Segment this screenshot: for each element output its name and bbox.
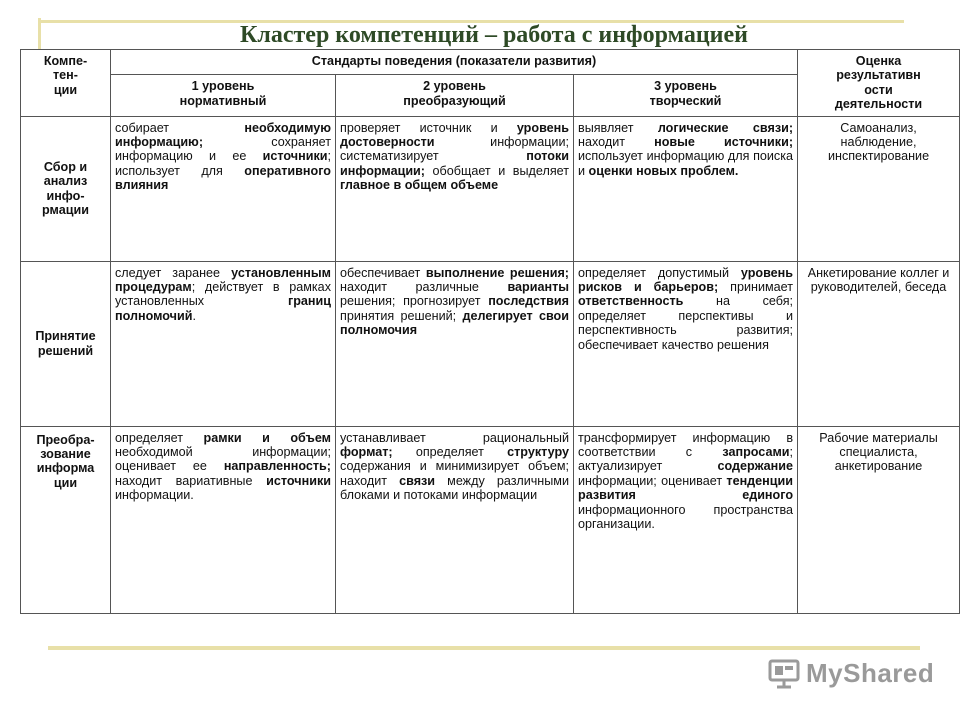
text-segment: принимает bbox=[718, 280, 794, 295]
text-segment: находит вариативные bbox=[115, 473, 267, 488]
header-evaluation-line: ости bbox=[864, 82, 893, 97]
level-cell bbox=[336, 426, 574, 613]
bold-text-segment: содержание bbox=[717, 459, 794, 474]
bold-text-segment: тенденции развития единого bbox=[578, 473, 794, 503]
header-evaluation bbox=[798, 50, 960, 117]
text-segment: необходимой информации; оценивает ее bbox=[115, 445, 331, 474]
evaluation-cell: Рабочие материалы специалиста, анкетирование bbox=[798, 426, 960, 613]
header-evaluation-line: Оценка bbox=[855, 54, 902, 68]
table-row bbox=[21, 261, 960, 426]
header-competencies-line: ции bbox=[53, 82, 78, 97]
bold-text-segment: рамки и объем bbox=[203, 430, 331, 445]
text-segment: информационного пространства организации. bbox=[578, 502, 794, 532]
bold-text-segment: варианты bbox=[507, 280, 569, 295]
bold-text-segment: оценки новых проблем. bbox=[588, 163, 739, 178]
level-name: 1 уровень bbox=[191, 79, 255, 94]
watermark-logo bbox=[768, 657, 934, 689]
decor-bottom-line bbox=[48, 646, 920, 650]
evaluation-cell: Анкетирование коллег и руководителей, беседа bbox=[798, 261, 960, 426]
text-segment: устанавливает рациональный bbox=[340, 430, 569, 445]
bold-text-segment: выполнение решения; bbox=[425, 265, 569, 280]
level-cell bbox=[574, 116, 798, 261]
text-segment: находит различные bbox=[340, 280, 508, 295]
competence-line: рмации bbox=[42, 203, 89, 218]
competence-line: Принятие bbox=[35, 329, 96, 344]
bold-text-segment: новые источники; bbox=[654, 135, 794, 150]
evaluation-cell: Самоанализ, наблюдение, инспектирование bbox=[798, 116, 960, 261]
text-segment: трансформирует информацию в соответствии с bbox=[578, 430, 794, 460]
level-header-1 bbox=[111, 75, 336, 116]
competence-cell bbox=[21, 426, 111, 613]
level-header-2 bbox=[336, 75, 574, 116]
text-segment: собирает bbox=[115, 120, 245, 135]
text-segment: содержания и минимизирует объем; находит bbox=[340, 459, 569, 488]
bold-text-segment: источники bbox=[262, 149, 328, 164]
competence-line: анализ bbox=[43, 174, 88, 189]
text-segment: обобщает и выделяет bbox=[425, 163, 569, 178]
level-cell bbox=[336, 116, 574, 261]
text-segment: определяет bbox=[115, 430, 204, 445]
header-evaluation-line: деятельности bbox=[834, 97, 923, 112]
bold-text-segment: запросами bbox=[722, 445, 790, 460]
level-name: 3 уровень bbox=[654, 79, 717, 94]
level-type: преобразующий bbox=[403, 93, 506, 108]
level-cell bbox=[574, 426, 798, 613]
level-cell bbox=[336, 261, 574, 426]
bold-text-segment: делегирует свои полномочия bbox=[340, 308, 569, 338]
table-row bbox=[21, 116, 960, 261]
decor-left-line bbox=[38, 18, 41, 50]
text-segment: следует заранее bbox=[115, 265, 232, 280]
bold-text-segment: структуру bbox=[507, 445, 569, 460]
presentation-icon bbox=[768, 657, 800, 689]
text-segment: находит bbox=[578, 135, 655, 150]
text-segment: на себя; определяет перспективы и перспективность развития; обеспечивает качество решения bbox=[578, 294, 794, 352]
competence-line: зование bbox=[40, 447, 91, 462]
competence-line: Сбор и bbox=[43, 159, 88, 174]
header-competencies-line: тен- bbox=[53, 68, 78, 83]
bold-text-segment: источники bbox=[266, 473, 331, 488]
text-segment: ; использует для bbox=[115, 149, 331, 178]
level-cell bbox=[111, 116, 336, 261]
page-title: Кластер компетенций – работа с информацией bbox=[240, 22, 748, 48]
text-segment: ; актуализирует bbox=[578, 445, 794, 474]
header-competencies bbox=[21, 50, 111, 117]
header-competencies-line: Компе- bbox=[43, 54, 88, 68]
table-row bbox=[21, 426, 960, 613]
competence-line: инфо- bbox=[46, 188, 85, 203]
competence-cell bbox=[21, 116, 111, 261]
bold-text-segment: границ полномочий bbox=[115, 294, 331, 323]
bold-text-segment: последствия bbox=[488, 294, 569, 309]
bold-text-segment: направленность; bbox=[223, 459, 331, 474]
watermark-text: MyShared bbox=[806, 657, 935, 688]
text-segment: определяет bbox=[392, 445, 508, 460]
text-segment: сохраняет информацию и ее bbox=[115, 135, 331, 164]
text-segment: проверяет источник и bbox=[340, 120, 517, 135]
level-cell bbox=[574, 261, 798, 426]
text-segment: . bbox=[192, 308, 196, 323]
competence-line: ции bbox=[53, 475, 78, 490]
bold-text-segment: необходимую информацию; bbox=[115, 120, 331, 150]
level-type: творческий bbox=[649, 93, 722, 108]
header-evaluation-line: результативн bbox=[836, 68, 921, 83]
bold-text-segment: уровень достоверности bbox=[340, 120, 569, 150]
bold-text-segment: логические связи; bbox=[657, 120, 794, 135]
bold-text-segment: связи bbox=[399, 473, 436, 488]
bold-text-segment: формат; bbox=[340, 445, 393, 460]
competency-table bbox=[20, 49, 960, 614]
text-segment: выявляет bbox=[578, 120, 658, 135]
competence-line: решений bbox=[37, 343, 94, 358]
level-cell bbox=[111, 426, 336, 613]
text-segment: решения; прогнозирует bbox=[340, 294, 489, 309]
bold-text-segment: ответственность bbox=[578, 294, 684, 309]
competence-line: информа bbox=[36, 461, 95, 476]
bold-text-segment: главное в общем объеме bbox=[340, 178, 499, 193]
level-header-3 bbox=[574, 75, 798, 116]
level-type: нормативный bbox=[179, 93, 267, 108]
text-segment: информации; оценивает bbox=[578, 473, 727, 488]
text-segment: использует информацию для поиска и bbox=[578, 149, 794, 178]
text-segment: ; действует в рамках установленных bbox=[115, 280, 331, 309]
text-segment: принятия решений; bbox=[340, 308, 463, 323]
text-segment: информации; систематизирует bbox=[340, 135, 569, 164]
text-segment: определяет допустимый bbox=[578, 265, 741, 280]
bold-text-segment: уровень рисков и барьеров; bbox=[578, 265, 794, 295]
bold-text-segment: оперативного влияния bbox=[115, 163, 331, 193]
competence-line: Преобра- bbox=[36, 432, 95, 447]
text-segment: между различными блоками и потоками информации bbox=[340, 473, 569, 503]
text-segment: информации. bbox=[115, 488, 194, 503]
competence-cell bbox=[21, 261, 111, 426]
bold-text-segment: установленным процедурам bbox=[115, 265, 331, 295]
level-name: 2 уровень bbox=[423, 79, 486, 94]
level-cell bbox=[111, 261, 336, 426]
header-standards: Стандарты поведения (показатели развития) bbox=[111, 50, 798, 75]
bold-text-segment: потоки информации; bbox=[340, 149, 569, 178]
text-segment: обеспечивает bbox=[340, 265, 426, 280]
